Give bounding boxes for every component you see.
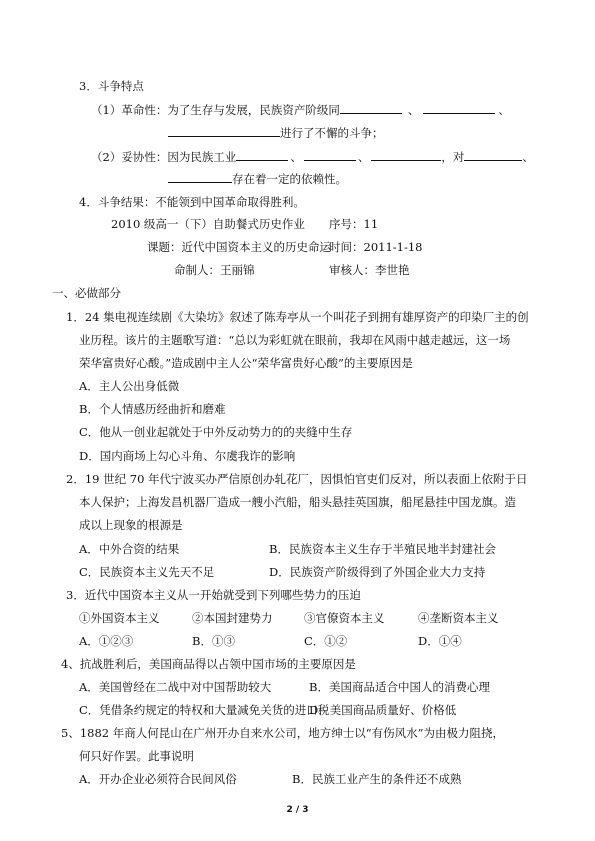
author: 命制人：王丽锦 bbox=[174, 263, 255, 277]
part-title: 一、必做部分 bbox=[52, 286, 121, 300]
compromise-text: （2）妥协性：因为民族工业 bbox=[91, 150, 237, 164]
question-5-line-2: 何只好作罢。此事说明 bbox=[79, 749, 194, 763]
question-1-line-3: 荣华富贵好心酸。”造成剧中主人公“荣华富贵好心酸”的主要原因是 bbox=[79, 356, 413, 370]
question-1-line-2: 业历程。该片的主题歌写道：“总以为彩虹就在眼前，我却在风雨中越走越远，这一场 bbox=[79, 333, 511, 347]
q1-option-d[interactable]: D．国内商场上勾心斗角、尔虞我诈的影响 bbox=[79, 449, 296, 463]
q3-option-b[interactable]: B．①③ bbox=[192, 634, 235, 648]
serial-number: 序号：11 bbox=[329, 217, 379, 231]
question-3: 3．近代中国资本主义从一开始就受到下列哪些势力的压迫 bbox=[66, 588, 361, 602]
question-1: 1．24 集电视连续剧《大染坊》叙述了陈寿亭从一个叫花子到拥有雄厚资产的印染厂主的创 bbox=[66, 310, 529, 324]
reviewer: 审核人：李世艳 bbox=[329, 263, 410, 277]
page-number: 2 / 3 bbox=[286, 805, 309, 815]
q5-option-a[interactable]: A．开办企业必须符合民间风俗 bbox=[79, 772, 237, 786]
q4-option-b[interactable]: B．美国商品适合中国人的消费心理 bbox=[309, 680, 490, 694]
q2-option-d[interactable]: D．民族资产阶级得到了外国企业大力支持 bbox=[269, 565, 486, 579]
q3-item-1: ①外国资本主义 bbox=[79, 611, 160, 625]
section4-text: 4．斗争结果：不能领到中国革命取得胜利。 bbox=[79, 195, 305, 209]
question-5: 5、1882 年商人何昆山在广州开办自来水公司，地方绅士以“有伤风水”为由极力阻挠， bbox=[61, 726, 504, 740]
section3-title: 3．斗争特点 bbox=[79, 79, 144, 93]
blank[interactable] bbox=[168, 170, 232, 183]
q5-option-b[interactable]: B．民族工业产生的条件还不成熟 bbox=[292, 772, 462, 786]
blank[interactable] bbox=[371, 148, 441, 161]
compromise-line-2: 存在着一定的依赖性。 bbox=[168, 170, 347, 187]
question-4: 4、抗战胜利后，美国商品得以占领中国市场的主要原因是 bbox=[61, 657, 356, 671]
q4-option-d[interactable]: D．美国商品质量好、价格低 bbox=[309, 703, 457, 717]
q1-option-c[interactable]: C．他从一创业起就处于中外反动势力的的夹缝中生存 bbox=[79, 425, 353, 439]
q2-option-b[interactable]: B．民族资本主义生存于半殖民地半封建社会 bbox=[269, 542, 496, 556]
question-2-line-3: 成以上现象的根源是 bbox=[79, 518, 183, 532]
q3-option-a[interactable]: A．①②③ bbox=[79, 634, 134, 648]
compromise-line: （2）妥协性：因为民族工业 、 、 ，对 、 bbox=[91, 150, 534, 164]
blank[interactable] bbox=[168, 124, 280, 137]
worksheet-title: 2010 级高一（下）自助餐式历史作业 bbox=[111, 217, 305, 231]
blank[interactable] bbox=[423, 101, 495, 114]
q3-item-2: ②本国封建势力 bbox=[192, 611, 273, 625]
q3-option-d[interactable]: D．①④ bbox=[418, 634, 462, 648]
question-2: 2．19 世纪 70 年代宁波买办严信原创办轧花厂，因惧怕官吏们反对，所以表面上依附于日 bbox=[66, 472, 528, 486]
q1-option-a[interactable]: A．主人公出身低微 bbox=[79, 379, 180, 393]
q4-option-a[interactable]: A．美国曾经在二战中对中国帮助较大 bbox=[79, 680, 272, 694]
q1-option-b[interactable]: B．个人情感历经曲折和磨难 bbox=[79, 402, 226, 416]
q4-option-c[interactable]: C．凭借条约规定的特权和大量减免关货的进口税 bbox=[79, 703, 330, 717]
q2-option-a[interactable]: A．中外合资的结果 bbox=[79, 542, 180, 556]
revolutionary-text: （1）革命性：为了生存与发展，民族资产阶级同 bbox=[91, 103, 340, 117]
blank[interactable] bbox=[236, 148, 288, 161]
q3-option-c[interactable]: C．①② bbox=[304, 634, 348, 648]
lesson-date: 时间：2011-1-18 bbox=[329, 240, 423, 254]
q3-item-4: ④垄断资本主义 bbox=[418, 611, 499, 625]
revolutionary-line: （1）革命性：为了生存与发展，民族资产阶级同 、 、 bbox=[91, 103, 510, 117]
lesson-topic: 课题：近代中国资本主义的历史命运 bbox=[147, 240, 331, 254]
blank[interactable] bbox=[340, 101, 402, 114]
revolutionary-line-2: 进行了不懈的斗争； bbox=[168, 124, 384, 141]
q2-option-c[interactable]: C．民族资本主义先天不足 bbox=[79, 565, 215, 579]
question-2-line-2: 本人保护；上海发昌机器厂造成一艘小汽船，船头悬挂英国旗，船尾悬挂中国龙旗。造 bbox=[79, 495, 516, 509]
q3-item-3: ③官僚资本主义 bbox=[304, 611, 385, 625]
blank[interactable] bbox=[464, 148, 522, 161]
blank[interactable] bbox=[304, 148, 356, 161]
